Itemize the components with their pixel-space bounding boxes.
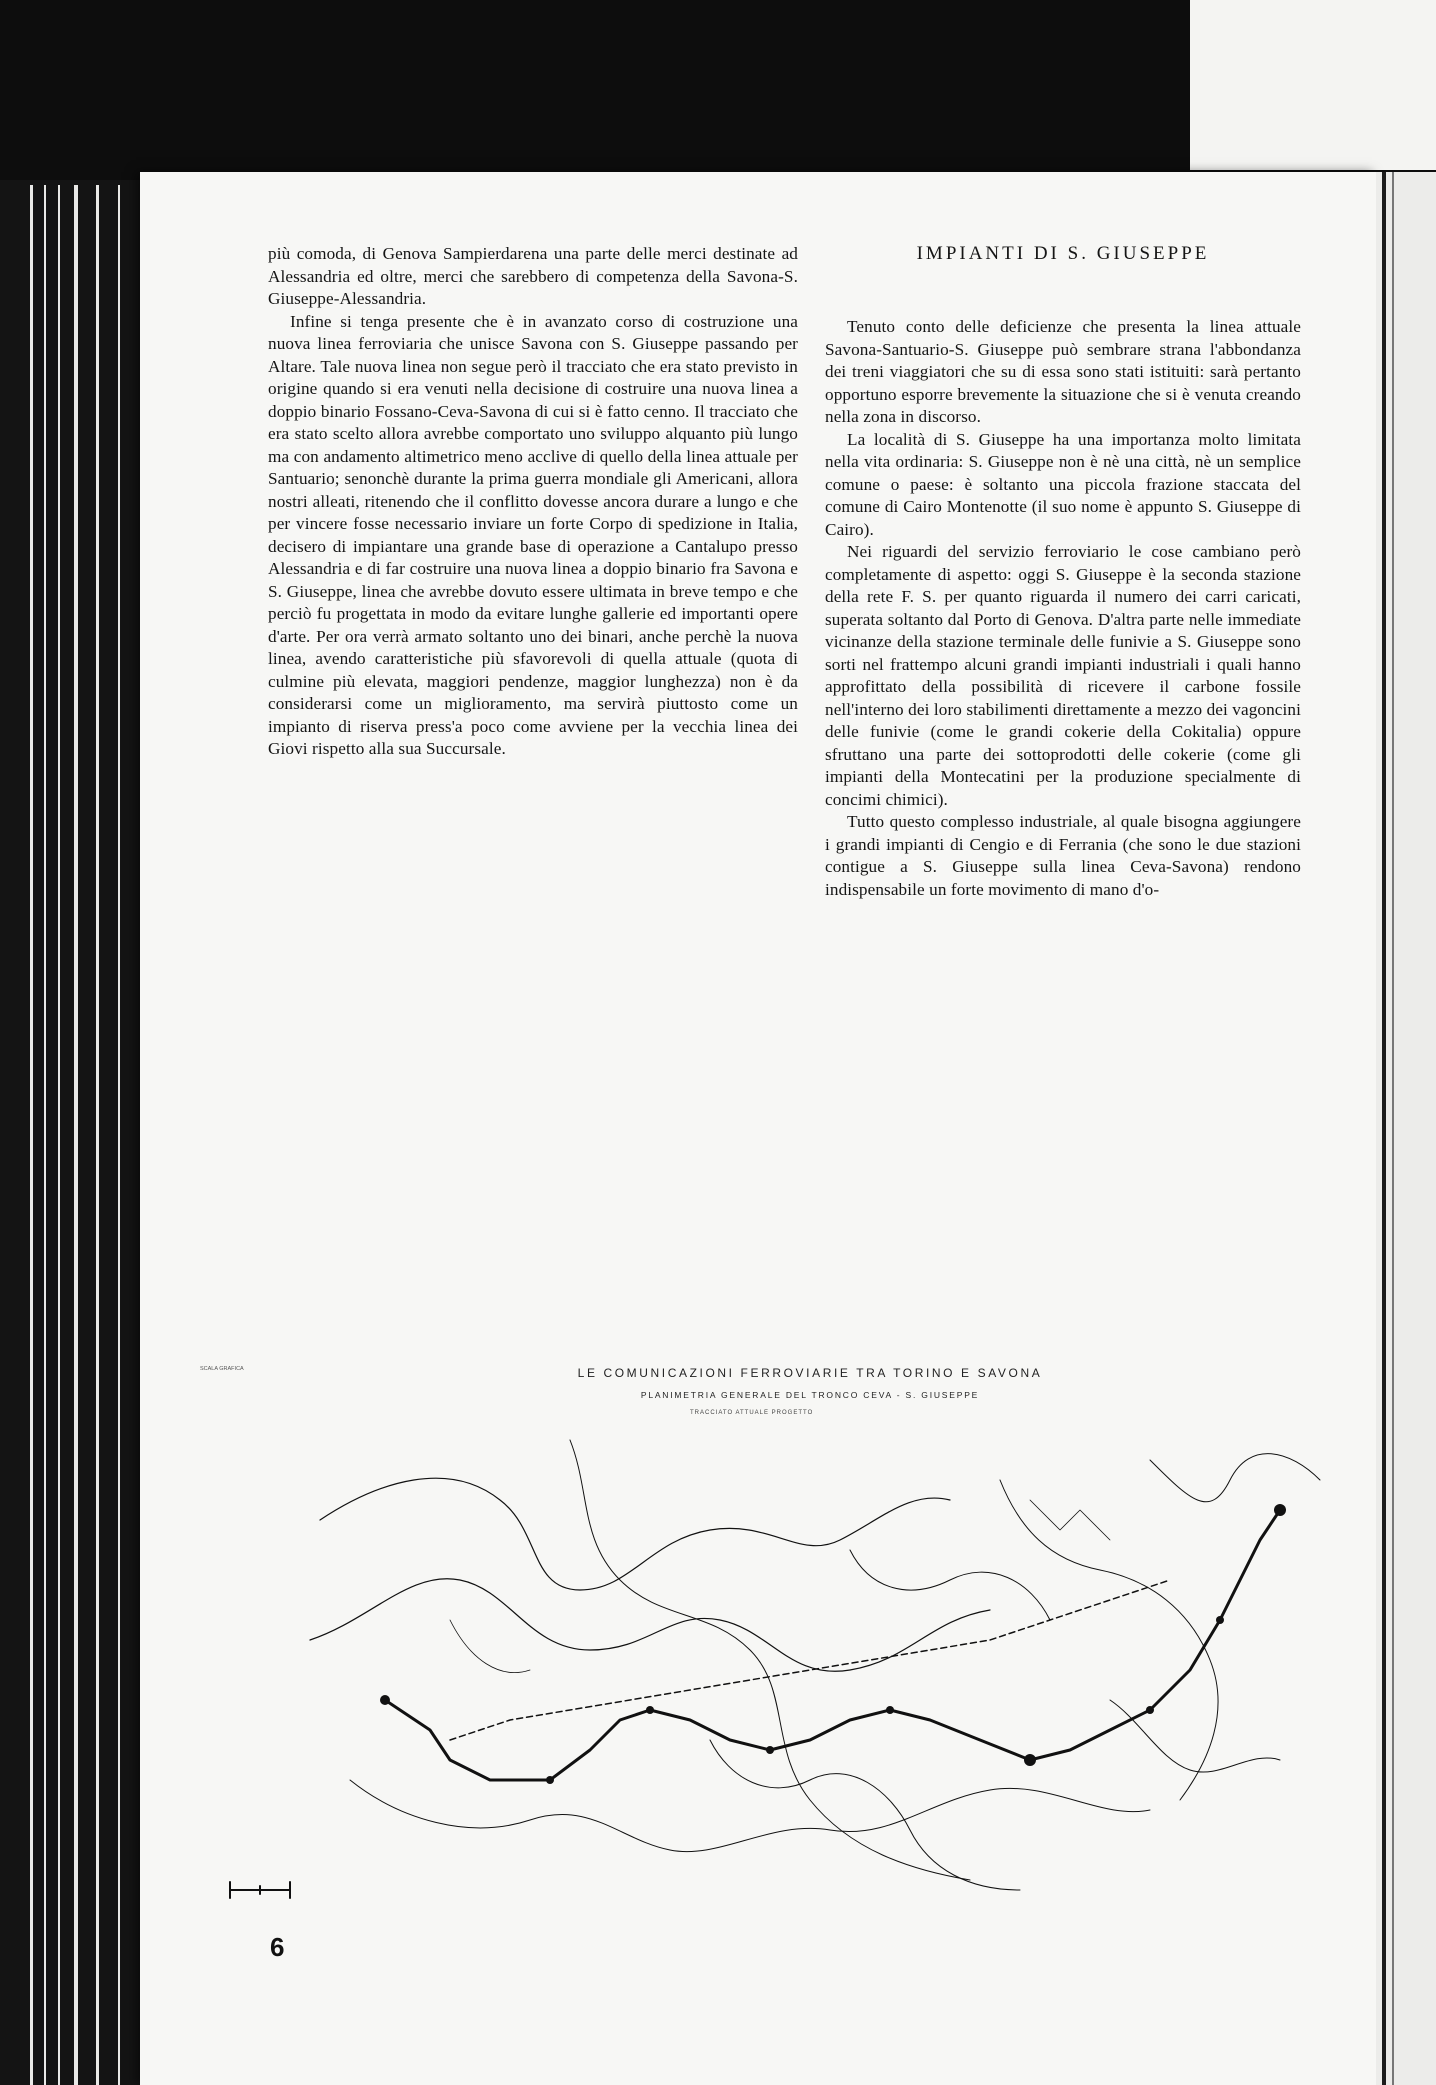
paragraph: più comoda, di Genova Sampierdarena una parte delle merci destinate ad Alessandria ed oltre, merci che sarebbero di competenza della Savona-S. Giuseppe-Alessandria. <box>268 244 798 308</box>
page-number: 6 <box>270 1932 285 1962</box>
road <box>850 1550 1050 1620</box>
left-text-column <box>268 243 798 761</box>
paragraph: La località di S. Giuseppe ha una importanza molto limitata nella vita ordinaria: S. Giuseppe non è nè una città, nè un semplice comune o paese: è soltanto una piccola frazione staccata del comune di Cairo Montenotte (il suo nome è appunto S. Giuseppe di Cairo). <box>825 429 1301 539</box>
section-title: IMPIANTI DI S. GIUSEPPE <box>916 243 1210 264</box>
spine-edge <box>58 185 60 2085</box>
river <box>320 1478 950 1590</box>
paragraph: Nei riguardi del servizio ferroviario le cose cambiano però completamente di aspetto: oggi S. Giuseppe è la seconda stazione della rete F. S. per quanto riguarda il numero dei carri caricati, superata soltanto dal Porto di Genova. D'altra parte nelle immediate vicinanze della stazione terminale delle funivie a S. Giuseppe sono sorti nel frattempo alcuni grandi impianti industriali i quali hanno approfittato della possibilità di ricevere il carbone fossile nell'interno dei loro stabilimenti direttamente a mezzo dei vagoncini delle funivie (come le grandi cokerie della Cokitalia) oppure sfruttano una parte dei sottoprodotti delle cokerie (come gli impianti della Montecatini per la produzione specialmente di concimi chimici). <box>825 542 1301 809</box>
right-text-column <box>825 316 1301 901</box>
station-markers <box>380 1504 1286 1784</box>
railway-line <box>385 1510 1280 1780</box>
road <box>450 1620 530 1673</box>
road <box>1000 1480 1218 1800</box>
map-scale-legend: SCALA GRAFICA <box>200 1366 244 1372</box>
spine-edge <box>44 185 46 2085</box>
background-top-strip <box>1190 0 1436 170</box>
page-fold-line <box>1392 172 1394 2085</box>
road <box>570 1440 970 1880</box>
road <box>710 1740 1020 1890</box>
map-line-legend: TRACCIATO ATTUALE PROGETTO <box>690 1410 814 1416</box>
paragraph: Tutto questo complesso industriale, al quale bisogna aggiungere i grandi impianti di Cengio e di Ferrania (che sono le due stazioni contigue a S. Giuseppe sulla linea Ceva-Savona) rendono indispensabile un forte movimento di mano d'o- <box>825 812 1301 899</box>
map-subtitle: PLANIMETRIA GENERALE DEL TRONCO CEVA - S. GIUSEPPE <box>640 1390 980 1400</box>
railway-map <box>150 1420 1376 1920</box>
road <box>1150 1454 1320 1502</box>
scale-bar <box>230 1882 290 1898</box>
page-fold-line <box>1382 172 1386 2085</box>
spine-edge <box>74 185 78 2085</box>
paragraph: Tenuto conto delle deficienze che presenta la linea attuale Savona-Santuario-S. Giuseppe può sembrare strana l'abbondanza dei treni viaggiatori che su di essa sono stati istituiti: sarà pertanto opportuno esporre brevemente la situazione che si è venuta creando nella zona in discorso. <box>825 317 1301 426</box>
road <box>350 1780 1150 1852</box>
map-title: LE COMUNICAZIONI FERROVIARIE TRA TORINO E SAVONA <box>577 1366 1043 1380</box>
spine-edge <box>30 185 33 2085</box>
road <box>1030 1500 1110 1540</box>
project-line <box>450 1580 1170 1740</box>
road <box>1110 1700 1280 1772</box>
spine-edge <box>118 185 120 2085</box>
spine-edge <box>96 185 99 2085</box>
paragraph: Infine si tenga presente che è in avanzato corso di costruzione una nuova linea ferroviaria che unisce Savona con S. Giuseppe passando per Altare. Tale nuova linea non segue però il tracciato che era stato previsto in origine quando si era venuti nella decisione di costruire una nuova linea a doppio binario Fossano-Ceva-Savona di cui si è fatto cenno. Il tracciato che era stato scelto allora avrebbe comportato uno sviluppo alquanto più lungo ma con andamento altimetrico meno acclive di quello della linea attuale per Santuario; senonchè durante la prima guerra mondiale gli Americani, allora nostri alleati, ritenendo che il conflitto dovesse ancora durare a lungo e che per vincere fosse necessario inviare un forte Corpo di spedizione in Italia, decisero di impiantare una grande base di operazione a Cantalupo presso Alessandria e di far costruire una nuova linea a doppio binario fra Savona e S. Giuseppe, linea che avrebbe dovuto essere ultimata in breve tempo e che perciò fu progettata in modo da evitare lunghe gallerie ed importanti opere d'arte. Per ora verrà armato soltanto uno dei binari, anche perchè la nuova linea, avendo caratteristiche più sfavorevoli di quella attuale (quota di culmine più elevata, maggiori pendenze, maggior lunghezza) non è da considerarsi come un miglioramento, ma servirà piuttosto come un impianto di riserva press'a poco come avviene per la vecchia linea dei Giovi rispetto alla sua Succursale. <box>268 311 798 758</box>
